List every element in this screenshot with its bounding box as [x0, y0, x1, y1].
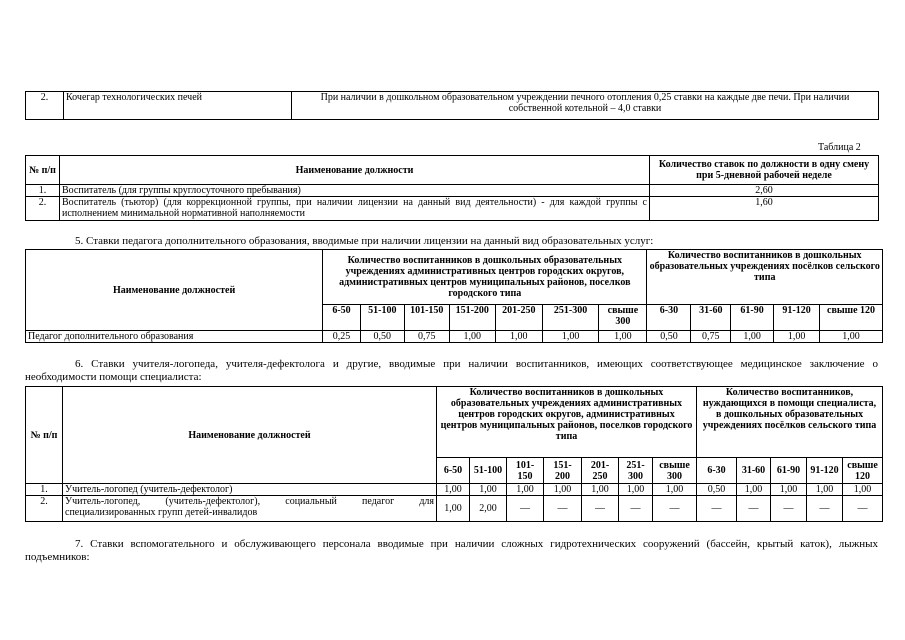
- value-cell: 2,60: [650, 185, 879, 197]
- row-num: 2.: [26, 496, 63, 522]
- header-num: № п/п: [26, 156, 60, 185]
- range-31-60: 31-60: [691, 305, 731, 331]
- value-cell: 0,50: [697, 484, 737, 496]
- position-cell: Педагог дополнительного образования: [26, 331, 323, 343]
- range-101-150: 101-150: [404, 305, 449, 331]
- row-num: 1.: [26, 185, 60, 197]
- value-cell: 1,00: [544, 484, 582, 496]
- value-cell: 1,00: [771, 484, 807, 496]
- range-91-120: 91-120: [807, 458, 843, 484]
- value-cell: 0,75: [691, 331, 731, 343]
- value-cell: 0,50: [360, 331, 404, 343]
- value-cell: 1,00: [470, 484, 507, 496]
- range-251-300: 251-300: [619, 458, 653, 484]
- value-cell: 1,00: [542, 331, 599, 343]
- value-cell: 0,25: [323, 331, 361, 343]
- value-cell: —: [582, 496, 619, 522]
- value-cell: —: [697, 496, 737, 522]
- value-cell: 1,00: [449, 331, 495, 343]
- value-cell: —: [619, 496, 653, 522]
- condition-cell: При наличии в дошкольном образовательном учреждении печного отопления 0,25 ставки на каждые две печи. При наличии собственной котельной – 4,0 ставки: [292, 92, 879, 120]
- value-cell: 1,00: [653, 484, 697, 496]
- section-5-table: [25, 249, 883, 343]
- header-urban: Количество воспитанников в дошкольных образовательных учреждениях административных центров городских округов, административных центров муниципальных районов, поселков городского типа: [437, 387, 697, 458]
- value-cell: 1,00: [843, 484, 883, 496]
- value-cell: 1,00: [495, 331, 542, 343]
- value-cell: 1,00: [820, 331, 883, 343]
- range-61-90: 61-90: [731, 305, 774, 331]
- position-cell: Кочегар технологических печей: [64, 92, 292, 120]
- section-6-table: [25, 386, 883, 522]
- value-cell: —: [771, 496, 807, 522]
- value-cell: —: [507, 496, 544, 522]
- range-6-30: 6-30: [697, 458, 737, 484]
- range-6-50: 6-50: [437, 458, 470, 484]
- section-6-text: 6. Ставки учителя-логопеда, учителя-дефектолога и другие, вводимые при наличии воспитанников, имеющих соответствующее медицинское заключение о необходимости помощи специалиста:: [25, 358, 878, 383]
- table-header-row: [26, 387, 883, 458]
- value-cell: 0,50: [647, 331, 691, 343]
- value-cell: 2,00: [470, 496, 507, 522]
- range-over-120: свыше 120: [820, 305, 883, 331]
- table-row: [26, 92, 879, 120]
- header-position: Наименование должностей: [63, 387, 437, 484]
- value-cell: —: [544, 496, 582, 522]
- value-cell: 0,75: [404, 331, 449, 343]
- range-101-150: 101-150: [507, 458, 544, 484]
- header-rural: Количество воспитанников, нуждающихся в помощи специалиста, в дошкольных образовательных учреждениях посёлков сельского типа: [697, 387, 883, 458]
- value-cell: 1,00: [774, 331, 820, 343]
- value-cell: 1,00: [599, 331, 647, 343]
- header-urban: Количество воспитанников в дошкольных образовательных учреждениях административных центров городских округов, административных центров муниципальных районов, поселков городского типа: [323, 250, 647, 305]
- header-position: Наименование должностей: [26, 250, 323, 331]
- section-5-text: 5. Ставки педагога дополнительного образования, вводимые при наличии лицензии на данный вид образовательных услуг:: [75, 235, 654, 247]
- range-61-90: 61-90: [771, 458, 807, 484]
- range-151-200: 151-200: [449, 305, 495, 331]
- table-header-row: [26, 250, 883, 305]
- position-cell: Учитель-логопед, (учитель-дефектолог), социальный педагог для специализированных групп детей-инвалидов: [63, 496, 437, 522]
- range-151-200: 151-200: [544, 458, 582, 484]
- position-cell: Воспитатель (для группы круглосуточного пребывания): [60, 185, 650, 197]
- table-header-row: [26, 156, 879, 185]
- table-caption: Таблица 2: [818, 142, 861, 153]
- table-2: [25, 155, 879, 221]
- header-position: Наименование должности: [60, 156, 650, 185]
- table-row: [26, 496, 883, 522]
- range-31-60: 31-60: [737, 458, 771, 484]
- value-cell: 1,00: [437, 484, 470, 496]
- section-7-text: 7. Ставки вспомогательного и обслуживающего персонала вводимые при наличии сложных гидротехнических сооружений (бассейн, крытый каток), лыжных подъемников:: [25, 538, 878, 563]
- top-table: [25, 91, 879, 120]
- position-cell: Учитель-логопед (учитель-дефектолог): [63, 484, 437, 496]
- table-row: [26, 484, 883, 496]
- value-cell: —: [737, 496, 771, 522]
- table-row: [26, 185, 879, 197]
- range-6-30: 6-30: [647, 305, 691, 331]
- position-cell: Воспитатель (тьютор) (для коррекционной группы, при наличии лицензии на данный вид деятельности) - для каждой группы с исполнением минимальной нормативной наполняемости: [60, 197, 650, 221]
- range-over-300: свыше 300: [653, 458, 697, 484]
- range-51-100: 51-100: [470, 458, 507, 484]
- header-count: Количество ставок по должности в одну смену при 5-дневной рабочей неделе: [650, 156, 879, 185]
- table-row: [26, 331, 883, 343]
- value-cell: 1,00: [582, 484, 619, 496]
- value-cell: 1,00: [619, 484, 653, 496]
- range-over-120: свыше 120: [843, 458, 883, 484]
- value-cell: 1,00: [507, 484, 544, 496]
- value-cell: —: [843, 496, 883, 522]
- row-num: 1.: [26, 484, 63, 496]
- range-51-100: 51-100: [360, 305, 404, 331]
- range-over-300: свыше 300: [599, 305, 647, 331]
- header-num: № п/п: [26, 387, 63, 484]
- value-cell: 1,00: [737, 484, 771, 496]
- range-201-250: 201-250: [582, 458, 619, 484]
- value-cell: 1,00: [807, 484, 843, 496]
- value-cell: —: [807, 496, 843, 522]
- header-rural: Количество воспитанников в дошкольных образовательных учреждениях посёлков сельского типа: [647, 250, 883, 305]
- range-251-300: 251-300: [542, 305, 599, 331]
- range-91-120: 91-120: [774, 305, 820, 331]
- row-num: 2.: [26, 92, 64, 120]
- range-6-50: 6-50: [323, 305, 361, 331]
- value-cell: 1,00: [731, 331, 774, 343]
- row-num: 2.: [26, 197, 60, 221]
- range-201-250: 201-250: [495, 305, 542, 331]
- value-cell: 1,00: [437, 496, 470, 522]
- value-cell: —: [653, 496, 697, 522]
- table-row: [26, 197, 879, 221]
- value-cell: 1,60: [650, 197, 879, 221]
